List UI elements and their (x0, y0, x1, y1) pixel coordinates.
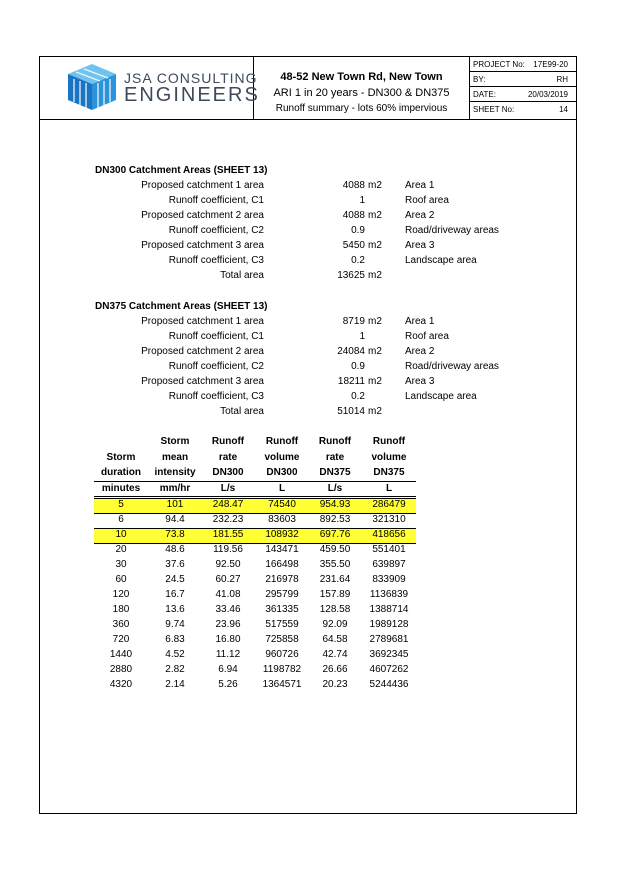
title-line-1: 48-52 New Town Rd, New Town (280, 71, 443, 83)
dn375-row: Proposed catchment 2 area 24084 m2 Area 2 (141, 346, 435, 357)
table-cell: 639897 (372, 559, 406, 570)
table-cell: 30 (115, 559, 127, 570)
table-row (94, 543, 416, 558)
table-cell: 459.50 (319, 544, 351, 555)
table-cell: 3692345 (369, 649, 409, 660)
dn300-row: Proposed catchment 1 area 4088 m2 Area 1 (141, 180, 435, 191)
table-cell: 4320 (109, 679, 133, 690)
table-cell: 4.52 (165, 649, 185, 660)
table-cell: 5244436 (369, 679, 409, 690)
company-name-line2: ENGINEERS (124, 84, 260, 106)
table-row (94, 513, 416, 528)
dn375-row: Runoff coefficient, C2 0.9 Road/driveway areas (168, 361, 499, 372)
table-cell: 74540 (268, 499, 296, 510)
table-cell: 1364571 (262, 679, 302, 690)
table-cell: 23.96 (215, 619, 241, 630)
table-cell: 321310 (372, 514, 406, 525)
meta-project-no: PROJECT No: 17E99-20 (470, 57, 576, 72)
table-cell: 248.47 (212, 499, 244, 510)
dn375-total-row: Total area 51014 m2 (220, 406, 382, 417)
table-cell: 517559 (265, 619, 299, 630)
table-cell: 697.76 (319, 529, 351, 540)
table-cell: 64.58 (322, 634, 348, 645)
table-cell: 1136839 (369, 589, 409, 600)
dn375-row: Runoff coefficient, C1 1 Roof area (168, 331, 449, 342)
title-line-3: Runoff summary - lots 60% impervious (275, 103, 448, 114)
table-cell: 954.93 (319, 499, 351, 510)
dn300-row: Proposed catchment 2 area 4088 m2 Area 2 (141, 210, 435, 221)
table-cell: 361335 (265, 604, 299, 615)
table-cell: 892.53 (319, 514, 351, 525)
table-cell: 94.4 (165, 514, 185, 525)
dn300-row: Runoff coefficient, C3 0.2 Landscape area (168, 255, 477, 266)
table-cell: 92.50 (215, 559, 241, 570)
header-rule (94, 481, 416, 482)
table-cell: 1989128 (369, 619, 409, 630)
table-cell: 20.23 (322, 679, 348, 690)
table-cell: 143471 (265, 544, 299, 555)
title-line-2: ARI 1 in 20 years - DN300 & DN375 (273, 87, 450, 99)
cube-logo-icon (64, 62, 120, 112)
dn375-row: Runoff coefficient, C3 0.2 Landscape area (168, 391, 477, 402)
table-cell: 20 (115, 544, 127, 555)
table-cell: 2789681 (369, 634, 409, 645)
table-cell: 119.56 (213, 544, 243, 555)
table-cell: 166498 (265, 559, 299, 570)
table-cell: 16.7 (165, 589, 185, 600)
table-cell: 10 (115, 529, 127, 540)
table-cell: 360 (112, 619, 130, 630)
table-cell: 4607262 (369, 664, 409, 675)
table-cell: 48.6 (165, 544, 185, 555)
project-meta (470, 57, 576, 119)
table-cell: 26.66 (322, 664, 348, 675)
dn300-row: Runoff coefficient, C1 1 Roof area (168, 195, 449, 206)
table-row (94, 528, 416, 543)
highlight-rule (94, 528, 416, 529)
table-cell: 960726 (265, 649, 299, 660)
table-cell: 5 (118, 499, 124, 510)
header-rule (94, 496, 416, 497)
table-row (94, 663, 416, 678)
table-cell: 1388714 (369, 604, 409, 615)
table-row (94, 498, 416, 513)
highlight-rule (94, 543, 416, 544)
table-row (94, 603, 416, 618)
table-cell: 6 (118, 514, 124, 525)
table-cell: 6.94 (218, 664, 238, 675)
meta-sheet-no: SHEET No: 14 (473, 105, 568, 114)
table-cell: 33.46 (215, 604, 241, 615)
table-cell: 41.08 (215, 589, 241, 600)
dn300-section-title: DN300 Catchment Areas (SHEET 13) (95, 165, 268, 176)
company-name-line1: JSA CONSULTING (124, 70, 258, 86)
table-row (94, 573, 416, 588)
table-cell: 60 (115, 574, 127, 585)
table-cell: 2.14 (165, 679, 185, 690)
title-block (40, 57, 576, 120)
highlight-rule (94, 513, 416, 514)
table-cell: 92.09 (322, 619, 348, 630)
table-cell: 720 (112, 634, 130, 645)
table-cell: 120 (112, 589, 130, 600)
table-cell: 42.74 (322, 649, 348, 660)
dn300-row: Runoff coefficient, C2 0.9 Road/driveway areas (168, 225, 499, 236)
table-row (94, 648, 416, 663)
highlight-rule (94, 498, 416, 499)
table-cell: 37.6 (165, 559, 185, 570)
table-row (94, 633, 416, 648)
table-cell: 180 (112, 604, 130, 615)
table-row (94, 678, 416, 693)
table-cell: 551401 (372, 544, 406, 555)
table-cell: 295799 (265, 589, 299, 600)
dn375-section-title: DN375 Catchment Areas (SHEET 13) (95, 301, 268, 312)
table-cell: 9.74 (165, 619, 185, 630)
table-cell: 231.64 (319, 574, 351, 585)
table-cell: 418656 (372, 529, 406, 540)
project-title (254, 57, 470, 119)
table-row (94, 558, 416, 573)
table-cell: 11.12 (215, 649, 241, 660)
table-cell: 1440 (109, 649, 133, 660)
table-cell: 2.82 (165, 664, 185, 675)
table-cell: 6.83 (165, 634, 185, 645)
table-cell: 24.5 (165, 574, 185, 585)
table-cell: 232.23 (212, 514, 244, 525)
table-cell: 13.6 (165, 604, 185, 615)
table-cell: 157.89 (319, 589, 351, 600)
table-cell: 83603 (268, 514, 296, 525)
document-sheet: JSA CONSULTING ENGINEERS 48-52 New Town Rd, New Town ARI 1 in 20 years - DN300 & DN375 Runoff summary - lots 60% impervious PROJECT No: 17E99-20 BY: RH DATE: 20/03/2019 SHEET No: 14 DN300 Catchment Areas (SHEET 13) Proposed catchment 1 area 4088 m2 Area 1 Runoff coefficient, C1 1 Roof area Proposed catchment 2 area 4088 m2 Area 2 Runoff coefficient, C2 0.9 Road/driveway areas Proposed catchment 3 area 5450 m2 Area 3 Runoff coefficient, C3 0.2 Landscape area Total area 13625 m2 DN375 Catchment Areas (SHEET 13) Proposed catchment 1 area 8719 m2 Area 1 Runoff coefficient, C1 1 Roof area Proposed catchment 2 area 24084 m2 Area 2 Runoff coefficient, C2 0.9 Road/driveway areas Proposed catchment 3 area 18211 m2 Area 3 Runoff coefficient, C3 0.2 Landscape area Total area 51014 m2 Storm duration minutes Storm mean intensity mm/hr Runoff rate DN300 L/s Runoff volume DN300 L Runoff rate DN375 L/s Runoff volume DN375 L 5 101 248.47 74540 954.93 286479 6 94.4 232.23 83603 892.53 321310 10 73.8 181.55 108932 697.76 418656 20 48.6 119.56 143471 459.50 551401 30 37.6 92.50 166498 355.50 639897 60 24.5 60.27 216978 231.64 833909 120 16.7 41.08 295799 157.89 1136839 180 13.6 33.46 361335 128.58 1388714 360 9.74 23.96 517559 92.09 1989128 720 6.83 16.80 725858 64.58 2789681 1440 4.52 11.12 960726 42.74 3692345 2880 2.82 6.94 1198782 26.66 4607262 4320 2.14 5.26 1364571 20.23 5244436 (39, 56, 577, 814)
company-logo (40, 57, 260, 119)
meta-date: DATE: 20/03/2019 (470, 87, 576, 102)
dn375-row: Proposed catchment 3 area 18211 m2 Area 3 (141, 376, 435, 387)
table-cell: 128.58 (319, 604, 351, 615)
table-cell: 101 (166, 499, 184, 510)
dn300-total-row: Total area 13625 m2 (220, 270, 382, 281)
table-cell: 355.50 (319, 559, 351, 570)
table-row (94, 588, 416, 603)
table-cell: 60.27 (215, 574, 241, 585)
table-cell: 286479 (372, 499, 406, 510)
table-cell: 5.26 (218, 679, 238, 690)
table-cell: 73.8 (165, 529, 185, 540)
table-cell: 181.55 (212, 529, 244, 540)
table-cell: 2880 (109, 664, 133, 675)
table-cell: 833909 (372, 574, 406, 585)
table-cell: 16.80 (215, 634, 241, 645)
dn300-row: Proposed catchment 3 area 5450 m2 Area 3 (141, 240, 435, 251)
dn375-row: Proposed catchment 1 area 8719 m2 Area 1 (141, 316, 435, 327)
table-cell: 725858 (265, 634, 299, 645)
table-cell: 108932 (265, 529, 299, 540)
meta-by: BY: RH (470, 72, 576, 87)
table-cell: 1198782 (262, 664, 302, 675)
table-cell: 216978 (265, 574, 299, 585)
table-row (94, 618, 416, 633)
